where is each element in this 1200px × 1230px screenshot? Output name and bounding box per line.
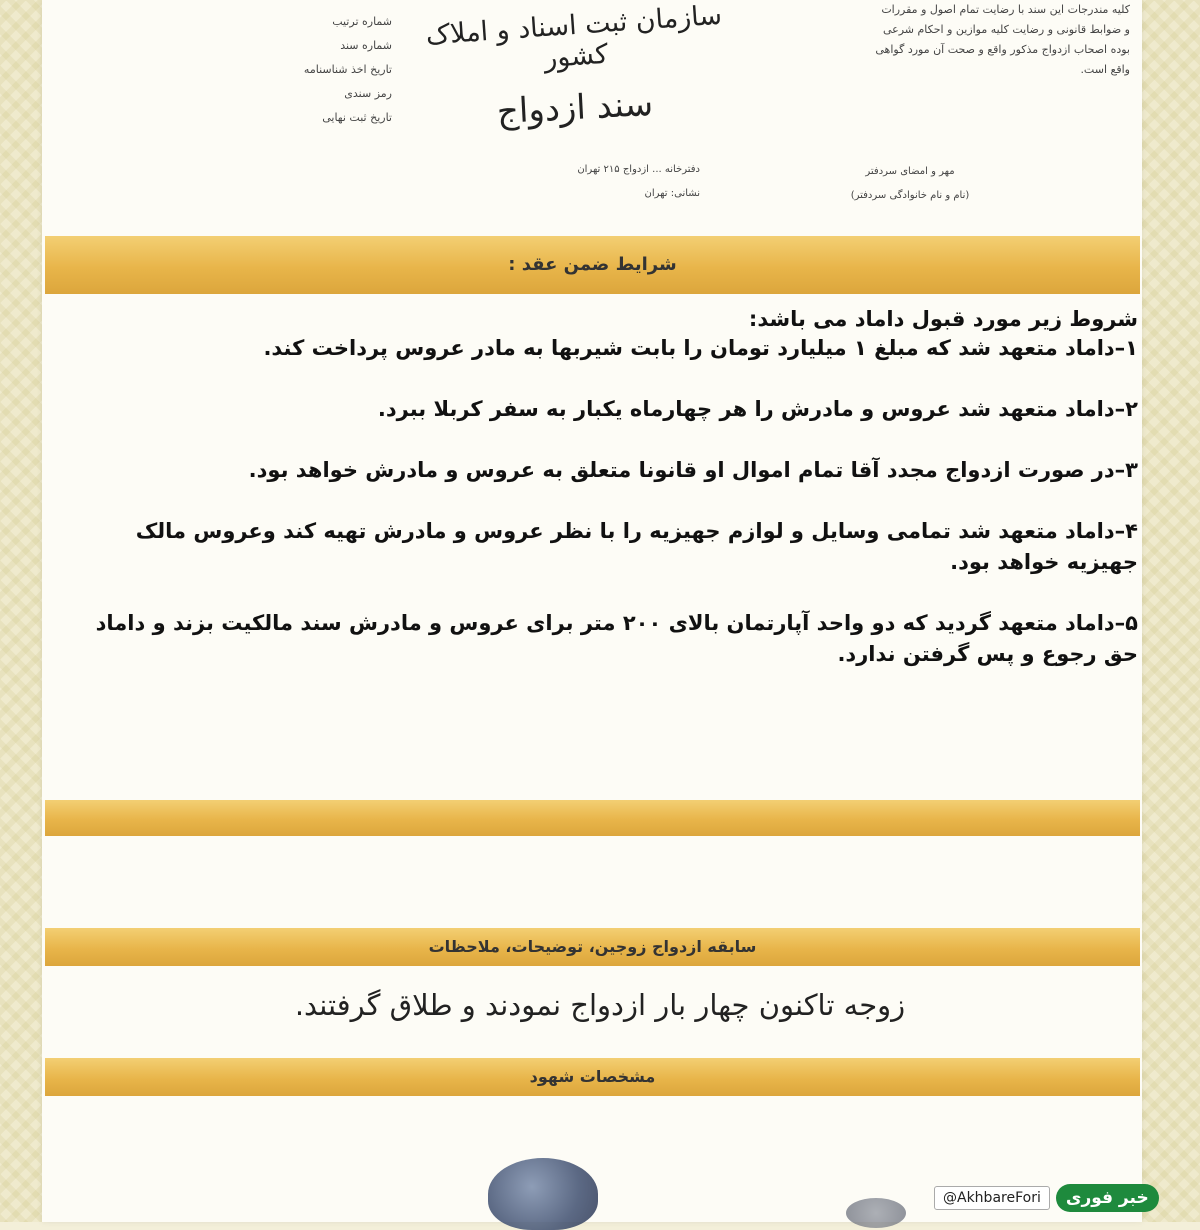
header-registration-fields <box>272 10 392 130</box>
header-legal-line: کلیه مندرجات این سند با رضایت تمام اصول و مقررات <box>881 3 1130 16</box>
condition-item: ۲–داماد متعهد شد عروس و مادرش را هر چهارماه یکبار به سفر کربلا ببرد. <box>377 397 1138 421</box>
marriage-conditions <box>88 305 1138 700</box>
office-name: دفترخانه ... ازدواج ۲۱۵ تهران <box>577 164 700 175</box>
watermark-logo: خبر فوری <box>1056 1184 1159 1212</box>
field-label: تاریخ اخذ شناسنامه <box>303 63 392 76</box>
office-address: نشانی: تهران <box>644 188 700 199</box>
condition-item: ۵–داماد متعهد گردید که دو واحد آپارتمان بالای ۲۰۰ متر برای عروس و مادرش سند مالکیت بزند و داماد حق رجوع و پس گرفتن ندارد. <box>95 611 1138 666</box>
field-label: شماره ترتیب <box>332 15 392 28</box>
organization-name: سازمان ثبت اسناد و املاک کشور <box>424 0 723 75</box>
marriage-history-note: زوجه تاکنون چهار بار ازدواج نمودند و طلاق گرفتند. <box>294 988 906 1022</box>
notary-office <box>470 158 700 206</box>
conditions-intro: شروط زیر مورد قبول داماد می باشد: <box>748 307 1138 331</box>
document-title: سند ازدواج <box>495 83 655 133</box>
section-header-history: سابقه ازدواج زوجین، توضیحات، ملاحظات <box>45 928 1140 966</box>
field-label: شماره سند <box>340 39 392 52</box>
seal-sublabel: (نام و نام خانوادگی سردفتر) <box>850 190 970 201</box>
condition-item: ۳–در صورت ازدواج مجدد آقا تمام اموال او قانونا متعلق به عروس و مادرش خواهد بود. <box>248 458 1138 482</box>
organization-header <box>420 0 730 133</box>
condition-item: ۱–داماد متعهد شد که مبلغ ۱ میلیارد تومان را بابت شیربها به مادر عروس پرداخت کند. <box>263 336 1138 360</box>
field-label: رمز سندی <box>344 87 392 100</box>
condition-item: ۴–داماد متعهد شد تمامی وسایل و لوازم جهیزیه را با نظر عروس و مادرش تهیه کند وعروس مالک جهیزیه خواهد بود. <box>135 519 1138 574</box>
source-watermark <box>934 1180 1159 1216</box>
notary-seal-block <box>800 160 1020 208</box>
section-header-conditions: شرایط ضمن عقد : <box>45 236 1140 294</box>
fingerprint-stamp-icon <box>846 1198 906 1228</box>
section-header-witnesses: مشخصات شهود <box>45 1058 1140 1096</box>
header-legal-line: بوده اصحاب ازدواج مذکور واقع و صحت آن مورد گواهی <box>875 43 1130 56</box>
field-label: تاریخ ثبت نهایی <box>322 111 392 124</box>
section-divider-band <box>45 800 1140 836</box>
seal-label: مهر و امضای سردفتر <box>865 166 955 177</box>
fingerprint-stamp-icon <box>488 1158 598 1230</box>
header-legal-text <box>870 0 1130 80</box>
header-legal-line: و ضوابط قانونی و رضایت کلیه موازین و احکام شرعی <box>882 23 1130 36</box>
watermark-handle: @AkhbareFori <box>934 1186 1050 1210</box>
header-legal-line: واقع است. <box>1080 63 1130 76</box>
